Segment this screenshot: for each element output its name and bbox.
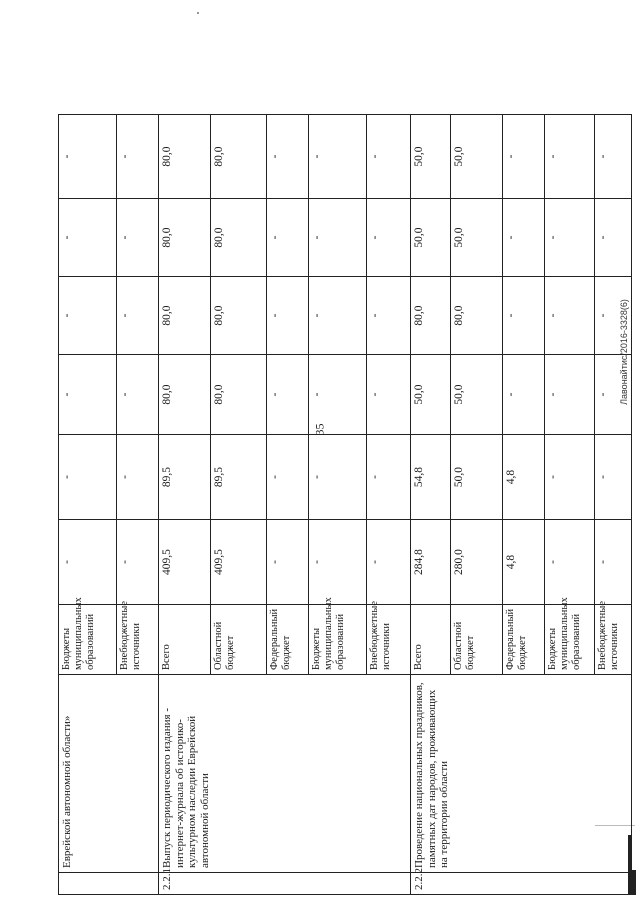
value-cell: - bbox=[545, 115, 595, 199]
value-cell: - bbox=[59, 355, 117, 435]
value-cell: - bbox=[545, 520, 595, 605]
value-cell: - bbox=[59, 435, 117, 520]
funding-source: Внебюджетные источники bbox=[117, 605, 159, 675]
table-row bbox=[159, 115, 211, 895]
value-cell: 80,0 bbox=[159, 277, 211, 355]
value-cell: - bbox=[545, 199, 595, 277]
value-cell: - bbox=[367, 435, 411, 520]
value-cell: - bbox=[545, 277, 595, 355]
value-cell: 50,0 bbox=[411, 115, 451, 199]
row-code: 2.2.2 bbox=[411, 873, 632, 895]
funding-source: Федеральный бюджет bbox=[267, 605, 309, 675]
funding-source: Областной бюджет bbox=[451, 605, 503, 675]
row-name: Проведение национальных праздников, памятных дат народов, проживающих на территории области bbox=[411, 675, 632, 873]
value-cell: 50,0 bbox=[451, 115, 503, 199]
value-cell: - bbox=[545, 435, 595, 520]
value-cell: - bbox=[309, 355, 367, 435]
value-cell: - bbox=[117, 199, 159, 277]
value-cell: - bbox=[595, 199, 632, 277]
funding-source: Бюджеты муниципальных образований bbox=[309, 605, 367, 675]
funding-source: Внебюджетные источники bbox=[595, 605, 632, 675]
value-cell: - bbox=[503, 199, 545, 277]
value-cell: 80,0 bbox=[159, 199, 211, 277]
funding-source: Федеральный бюджет bbox=[503, 605, 545, 675]
value-cell: - bbox=[309, 520, 367, 605]
value-cell: - bbox=[117, 277, 159, 355]
row-code bbox=[59, 873, 159, 895]
scan-edge-mark bbox=[632, 870, 636, 895]
value-cell: 50,0 bbox=[411, 199, 451, 277]
value-cell: 80,0 bbox=[159, 355, 211, 435]
table-row bbox=[411, 115, 451, 895]
value-cell: 80,0 bbox=[411, 277, 451, 355]
value-cell: - bbox=[59, 520, 117, 605]
value-cell: - bbox=[59, 199, 117, 277]
financing-table bbox=[58, 114, 632, 895]
value-cell: - bbox=[503, 355, 545, 435]
row-code: 2.2.1 bbox=[159, 873, 411, 895]
value-cell: - bbox=[367, 115, 411, 199]
value-cell: 80,0 bbox=[211, 355, 267, 435]
value-cell: 4,8 bbox=[503, 435, 545, 520]
value-cell: - bbox=[503, 277, 545, 355]
value-cell: - bbox=[545, 355, 595, 435]
funding-source: Всего bbox=[159, 605, 211, 675]
value-cell: - bbox=[595, 277, 632, 355]
value-cell: 80,0 bbox=[159, 115, 211, 199]
value-cell: 50,0 bbox=[451, 435, 503, 520]
value-cell: - bbox=[503, 115, 545, 199]
value-cell: - bbox=[117, 115, 159, 199]
value-cell: - bbox=[595, 355, 632, 435]
value-cell: 284,8 bbox=[411, 520, 451, 605]
value-cell: - bbox=[59, 277, 117, 355]
value-cell: - bbox=[117, 520, 159, 605]
value-cell: - bbox=[267, 355, 309, 435]
value-cell: 4,8 bbox=[503, 520, 545, 605]
value-cell: - bbox=[267, 199, 309, 277]
value-cell: 54,8 bbox=[411, 435, 451, 520]
value-cell: - bbox=[117, 355, 159, 435]
value-cell: 409,5 bbox=[211, 520, 267, 605]
row-name: Еврейской автономной области» bbox=[59, 675, 159, 873]
value-cell: - bbox=[595, 520, 632, 605]
scan-speck bbox=[197, 12, 199, 14]
value-cell: - bbox=[267, 277, 309, 355]
value-cell: 80,0 bbox=[451, 277, 503, 355]
value-cell: - bbox=[595, 435, 632, 520]
rotated-table-container bbox=[58, 115, 621, 895]
value-cell: 89,5 bbox=[211, 435, 267, 520]
value-cell: - bbox=[59, 115, 117, 199]
funding-source: Бюджеты муниципальных образований bbox=[545, 605, 595, 675]
value-cell: - bbox=[267, 435, 309, 520]
value-cell: - bbox=[309, 435, 367, 520]
funding-source: Всего bbox=[411, 605, 451, 675]
value-cell: 50,0 bbox=[411, 355, 451, 435]
value-cell: - bbox=[367, 277, 411, 355]
value-cell: - bbox=[367, 199, 411, 277]
value-cell: - bbox=[117, 435, 159, 520]
value-cell: - bbox=[309, 277, 367, 355]
value-cell: 50,0 bbox=[451, 355, 503, 435]
value-cell: - bbox=[367, 355, 411, 435]
funding-source: Бюджеты муниципальных образований bbox=[59, 605, 117, 675]
table-sheet bbox=[58, 115, 621, 895]
row-name: Выпуск периодического издания - интернет-журнала об историко-культурном наследии Еврейской автономной области bbox=[159, 675, 411, 873]
value-cell: 50,0 bbox=[451, 199, 503, 277]
value-cell: 80,0 bbox=[211, 115, 267, 199]
value-cell: 409,5 bbox=[159, 520, 211, 605]
value-cell: 89,5 bbox=[159, 435, 211, 520]
value-cell: - bbox=[595, 115, 632, 199]
table-row bbox=[59, 115, 117, 895]
value-cell: - bbox=[267, 115, 309, 199]
value-cell: - bbox=[267, 520, 309, 605]
value-cell: 80,0 bbox=[211, 277, 267, 355]
value-cell: - bbox=[309, 199, 367, 277]
value-cell: - bbox=[367, 520, 411, 605]
value-cell: - bbox=[309, 115, 367, 199]
funding-source: Областной бюджет bbox=[211, 605, 267, 675]
value-cell: 80,0 bbox=[211, 199, 267, 277]
value-cell: 280,0 bbox=[451, 520, 503, 605]
funding-source: Внебюджетные источники bbox=[367, 605, 411, 675]
page-number: 35 bbox=[312, 423, 327, 436]
document-stamp: Лавонайтис/2016-3328(6) bbox=[619, 299, 629, 405]
